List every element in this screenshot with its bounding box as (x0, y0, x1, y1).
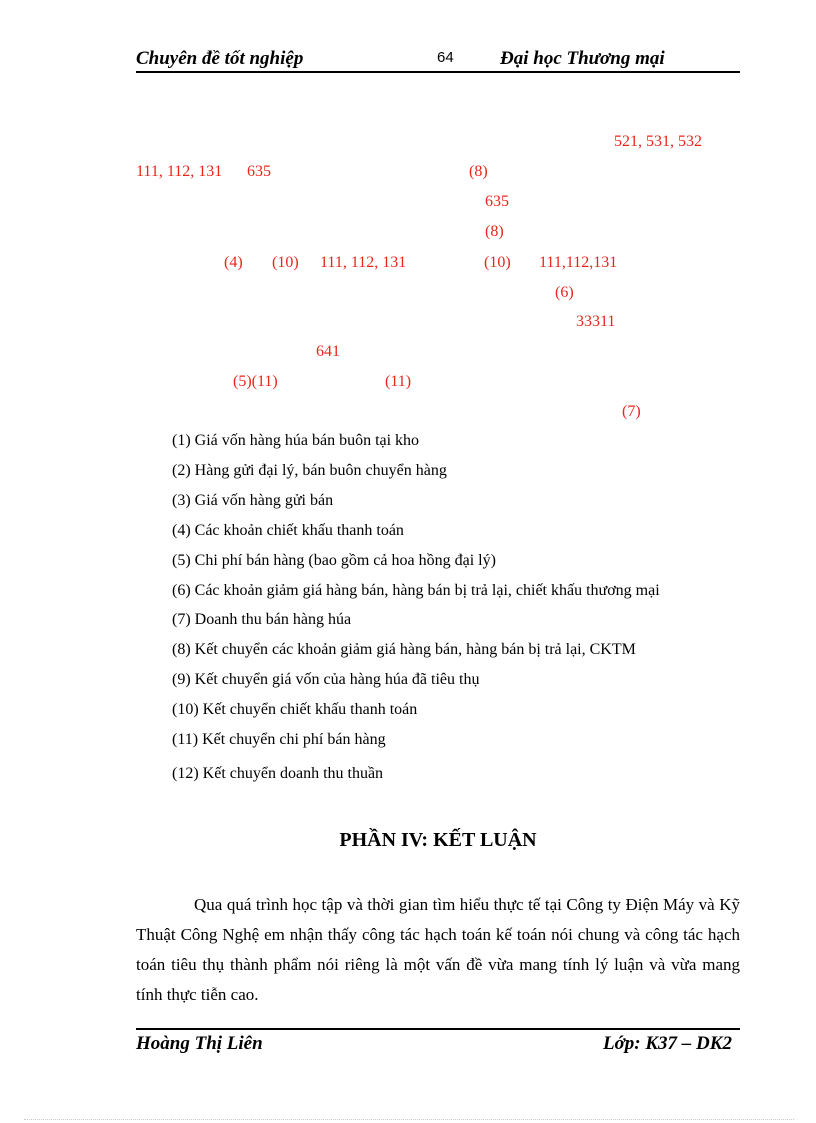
diagram-label-step-7: (7) (622, 403, 641, 420)
legend-item: (3) Giá vốn hàng gửi bán (172, 492, 334, 509)
diagram-label-step-10-b: (10) (484, 254, 511, 271)
legend-item: (12) Kết chuyển doanh thu thuần (172, 765, 384, 782)
diagram-label-step-10: (10) (272, 254, 299, 271)
footer-class: Lớp: K37 – DK2 (603, 1033, 732, 1054)
diagram-label-accounts-111112131: 111,112,131 (539, 254, 618, 271)
conclusion-paragraph (136, 890, 740, 1010)
page-number: 64 (437, 49, 454, 66)
legend-item: (8) Kết chuyển các khoản giảm giá hàng bán, hàng bán bị trả lại, CKTM (172, 641, 636, 658)
conclusion-text: Qua quá trình học tập và thời gian tìm hiểu thực tế tại Công ty Điện Máy và Kỹ Thuật Công Nghệ em nhận thấy công tác hạch toán kế toán nói chung và công tác hạch toán tiêu thụ thành phẩm nói riêng là một vấn đề vừa mang tính lý luận và vừa mang tính thực tiễn cao. (136, 895, 740, 1004)
diagram-label-account-641: 641 (316, 343, 340, 360)
legend-item: (6) Các khoản giảm giá hàng bán, hàng bán bị trả lại, chiết khấu thương mại (172, 582, 660, 599)
section-title: PHẦN IV: KẾT LUẬN (339, 829, 537, 851)
legend-item: (2) Hàng gửi đại lý, bán buôn chuyển hàng (172, 462, 447, 479)
footer-author: Hoàng Thị Liên (136, 1033, 263, 1054)
legend-item: (9) Kết chuyển giá vốn của hàng húa đã tiêu thụ (172, 671, 480, 688)
diagram-label-step-8-b: (8) (485, 223, 504, 240)
diagram-label-accounts-521-531-532: 521, 531, 532 (614, 133, 702, 150)
diagram-label-step-6: (6) (555, 284, 574, 301)
diagram-label-step-8: (8) (469, 163, 488, 180)
diagram-label-step-11: (11) (385, 373, 412, 390)
legend-item: (10) Kết chuyển chiết khấu thanh toán (172, 701, 418, 718)
legend-item: (5) Chi phí bán hàng (bao gồm cả hoa hồng đại lý) (172, 552, 496, 569)
header-right-title: Đại học Thương mại (500, 48, 665, 69)
diagram-label-accounts-111-112-131: 111, 112, 131 (136, 163, 223, 180)
diagram-label-step-5-11: (5)(11) (233, 373, 278, 390)
page-bottom-dotted-edge (24, 1119, 794, 1120)
diagram-label-account-635-b: 635 (485, 193, 509, 210)
header-left-title: Chuyên đề tốt nghiệp (136, 48, 304, 69)
legend-item: (1) Giá vốn hàng húa bán buôn tại kho (172, 432, 420, 449)
diagram-label-accounts-111-112-131-b: 111, 112, 131 (320, 254, 407, 271)
legend-item: (11) Kết chuyển chi phí bán hàng (172, 731, 386, 748)
legend-item: (7) Doanh thu bán hàng húa (172, 611, 352, 628)
legend-item: (4) Các khoản chiết khấu thanh toán (172, 522, 404, 539)
diagram-label-account-635: 635 (247, 163, 271, 180)
header-rule (136, 71, 740, 73)
diagram-label-account-33311: 33311 (576, 313, 616, 330)
diagram-label-step-4: (4) (224, 254, 243, 271)
footer-rule (136, 1028, 740, 1030)
